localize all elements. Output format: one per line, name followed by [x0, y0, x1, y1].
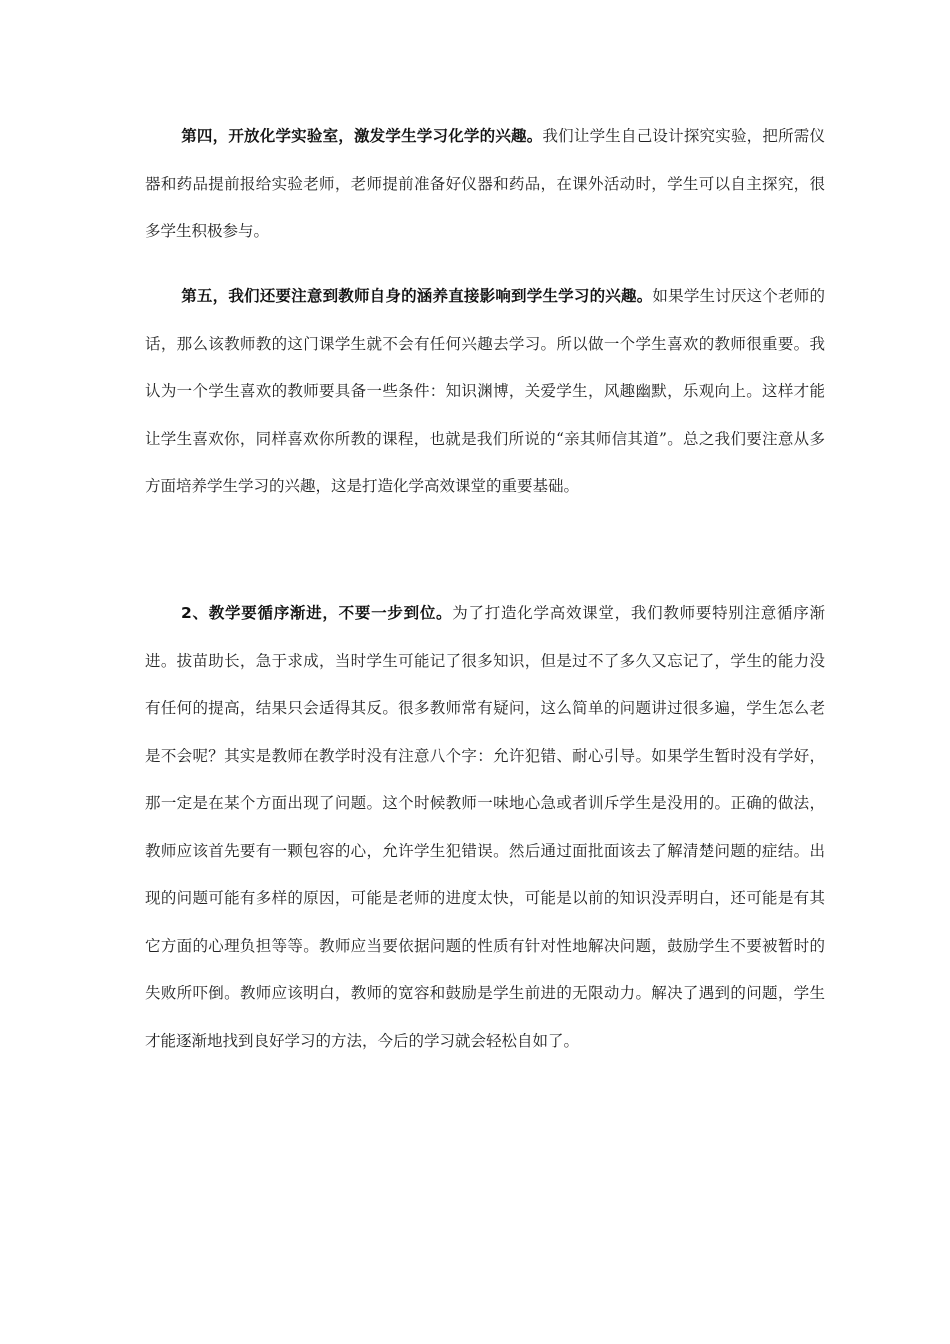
paragraph-body-text: 为了打造化学高效课堂，我们教师要特别注意循序渐进。拔苗助长，急于求成，当时学生可能记了很多知识，但是过不了多久又忘记了，学生的能力没有任何的提高，结果只会适得其反。很多教师常有疑问，这么简单的问题讲过很多遍，学生怎么老是不会呢？其实是教师在教学时没有注意八个字：允许犯错、耐心引导。如果学生暂时没有学好，那一定是在某个方面出现了问题。这个时候教师一味地心急或者训斥学生是没用的。正确的做法，教师应该首先要有一颗包容的心，允许学生犯错误。然后通过面批面该去了解清楚问题的症结。出现的问题可能有多样的原因，可能是老师的进度太快，可能是以前的知识没弄明白，还可能是有其它方面的心理负担等等。教师应当要依据问题的性质有针对性地解决问题，鼓励学生不要被暂时的失败所吓倒。教师应该明白，教师的宽容和鼓励是学生前进的无限动力。解决了遇到的问题，学生才能逐渐地找到良好学习的方法，今后的学习就会轻松自如了。 — [145, 604, 825, 1050]
paragraph-body-text: 我们让学生自己设计探究实验，把所需仪器和药品提前报给实验老师，老师提前准备好仪器和药品，在课外活动时，学生可以自主探究，很多学生积极参与。 — [145, 127, 825, 240]
paragraph-section-2 — [145, 590, 825, 1065]
paragraph-lead-heading: 第四，开放化学实验室，激发学生学习化学的兴趣。 — [181, 127, 543, 145]
paragraph-fourth-point — [145, 113, 825, 256]
paragraph-lead-heading: 2、教学要循序渐进，不要一步到位。 — [181, 604, 453, 622]
paragraph-fifth-point — [145, 273, 825, 511]
paragraph-body-text: 如果学生讨厌这个老师的话，那么该教师教的这门课学生就不会有任何兴趣去学习。所以做一个学生喜欢的教师很重要。我认为一个学生喜欢的教师要具备一些条件：知识渊博，关爱学生，风趣幽默，乐观向上。这样才能让学生喜欢你，同样喜欢你所教的课程，也就是我们所说的“亲其师信其道”。总之我们要注意从多方面培养学生学习的兴趣，这是打造化学高效课堂的重要基础。 — [145, 287, 825, 495]
paragraph-lead-heading: 第五，我们还要注意到教师自身的涵养直接影响到学生学习的兴趣。 — [181, 287, 653, 305]
